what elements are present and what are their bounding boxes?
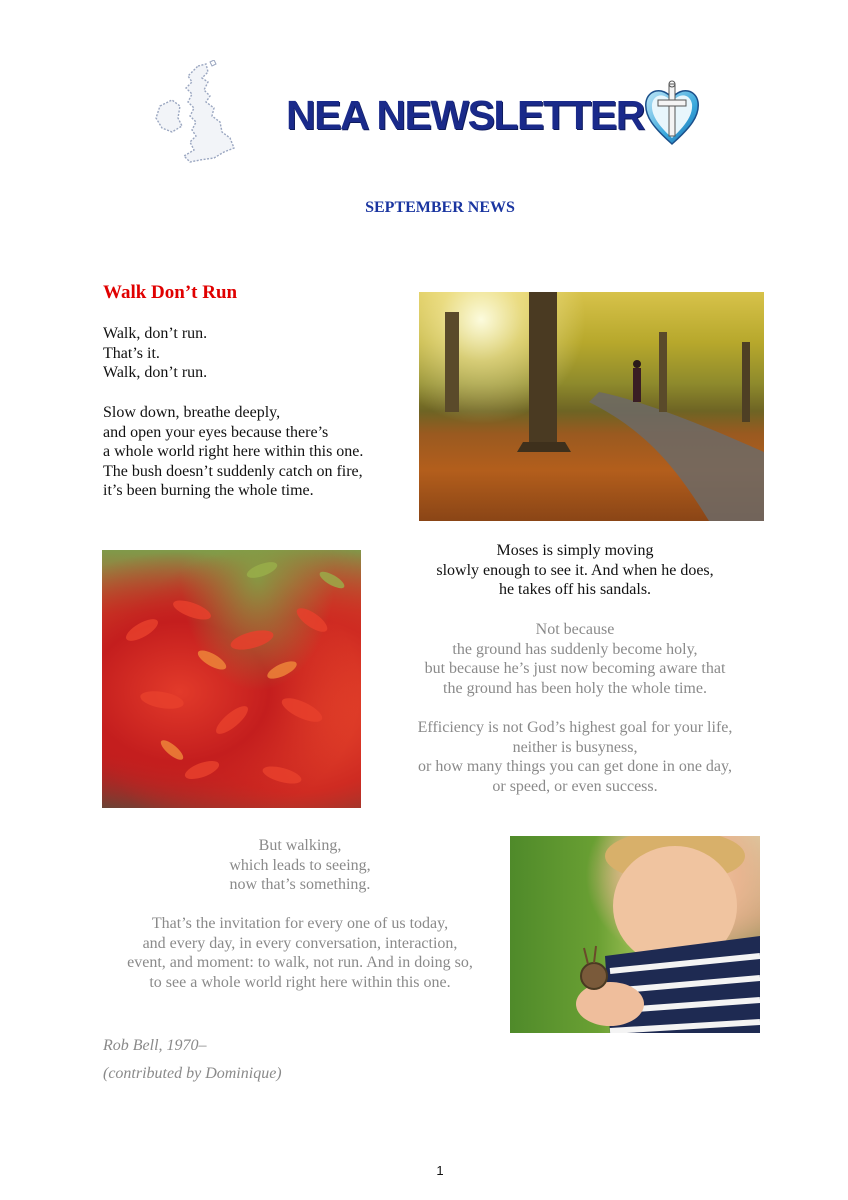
text-line: now that’s something. — [229, 876, 371, 894]
text-line: Walk, don’t run. — [103, 325, 208, 342]
text-line: That’s the invitation for every one of us today, — [151, 915, 449, 932]
text-line: neither is busyness, — [512, 738, 638, 756]
text-line: Walk, don’t run. — [103, 364, 208, 382]
poem-paragraph-6 — [100, 836, 500, 895]
text-line: or speed, or even success. — [492, 777, 658, 795]
article-title: Walk Don’t Run — [103, 282, 238, 303]
text-line: or how many things you can get done in one day, — [417, 758, 732, 776]
text-line: Efficiency is not God’s highest goal for your life, — [417, 719, 733, 736]
text-line: Not because — [535, 621, 615, 638]
text-line: but because he’s just now becoming aware that — [424, 660, 726, 678]
poem-paragraph-1 — [103, 324, 403, 383]
text-line: slowly enough to see it. And when he does, — [436, 561, 714, 579]
text-line: to see a whole world right here within this one. — [149, 973, 451, 991]
text-line: and open your eyes because there’s — [103, 423, 329, 441]
section-title: SEPTEMBER NEWS — [365, 199, 515, 216]
page-number: 1 — [436, 1163, 444, 1178]
uk-map-icon — [150, 60, 242, 172]
autumn-park-path-photo — [419, 292, 764, 521]
poem-paragraph-2 — [103, 403, 403, 501]
poem-paragraph-5 — [395, 718, 755, 796]
text-line: which leads to seeing, — [229, 856, 371, 874]
text-line: Moses is simply moving — [496, 542, 654, 559]
child-with-snail-photo — [510, 836, 760, 1033]
text-line: That’s it. — [103, 344, 160, 362]
text-line: the ground has suddenly become holy, — [452, 640, 698, 658]
text-line: event, and moment: to walk, not run. And in doing so, — [127, 954, 473, 972]
attribution — [103, 1032, 282, 1088]
red-leaf-bush-photo — [102, 550, 361, 808]
text-line: But walking, — [258, 837, 342, 854]
poem-paragraph-4 — [395, 620, 755, 698]
text-line: a whole world right here within this one. — [103, 443, 364, 461]
author-line: Rob Bell, 1970– — [103, 1037, 207, 1054]
heart-cross-emblem-icon — [642, 80, 702, 148]
contributor-line: (contributed by Dominique) — [103, 1065, 282, 1082]
text-line: the ground has been holy the whole time. — [443, 679, 707, 697]
text-line: The bush doesn’t suddenly catch on fire, — [103, 462, 363, 480]
text-line: and every day, in every conversation, interaction, — [142, 934, 458, 952]
poem-paragraph-7 — [100, 914, 500, 992]
newsletter-title: NEA NEWSLETTER — [286, 92, 644, 138]
text-line: Slow down, breathe deeply, — [103, 404, 281, 421]
poem-paragraph-3 — [395, 541, 755, 600]
text-line: he takes off his sandals. — [498, 581, 652, 599]
text-line: it’s been burning the whole time. — [103, 482, 314, 500]
